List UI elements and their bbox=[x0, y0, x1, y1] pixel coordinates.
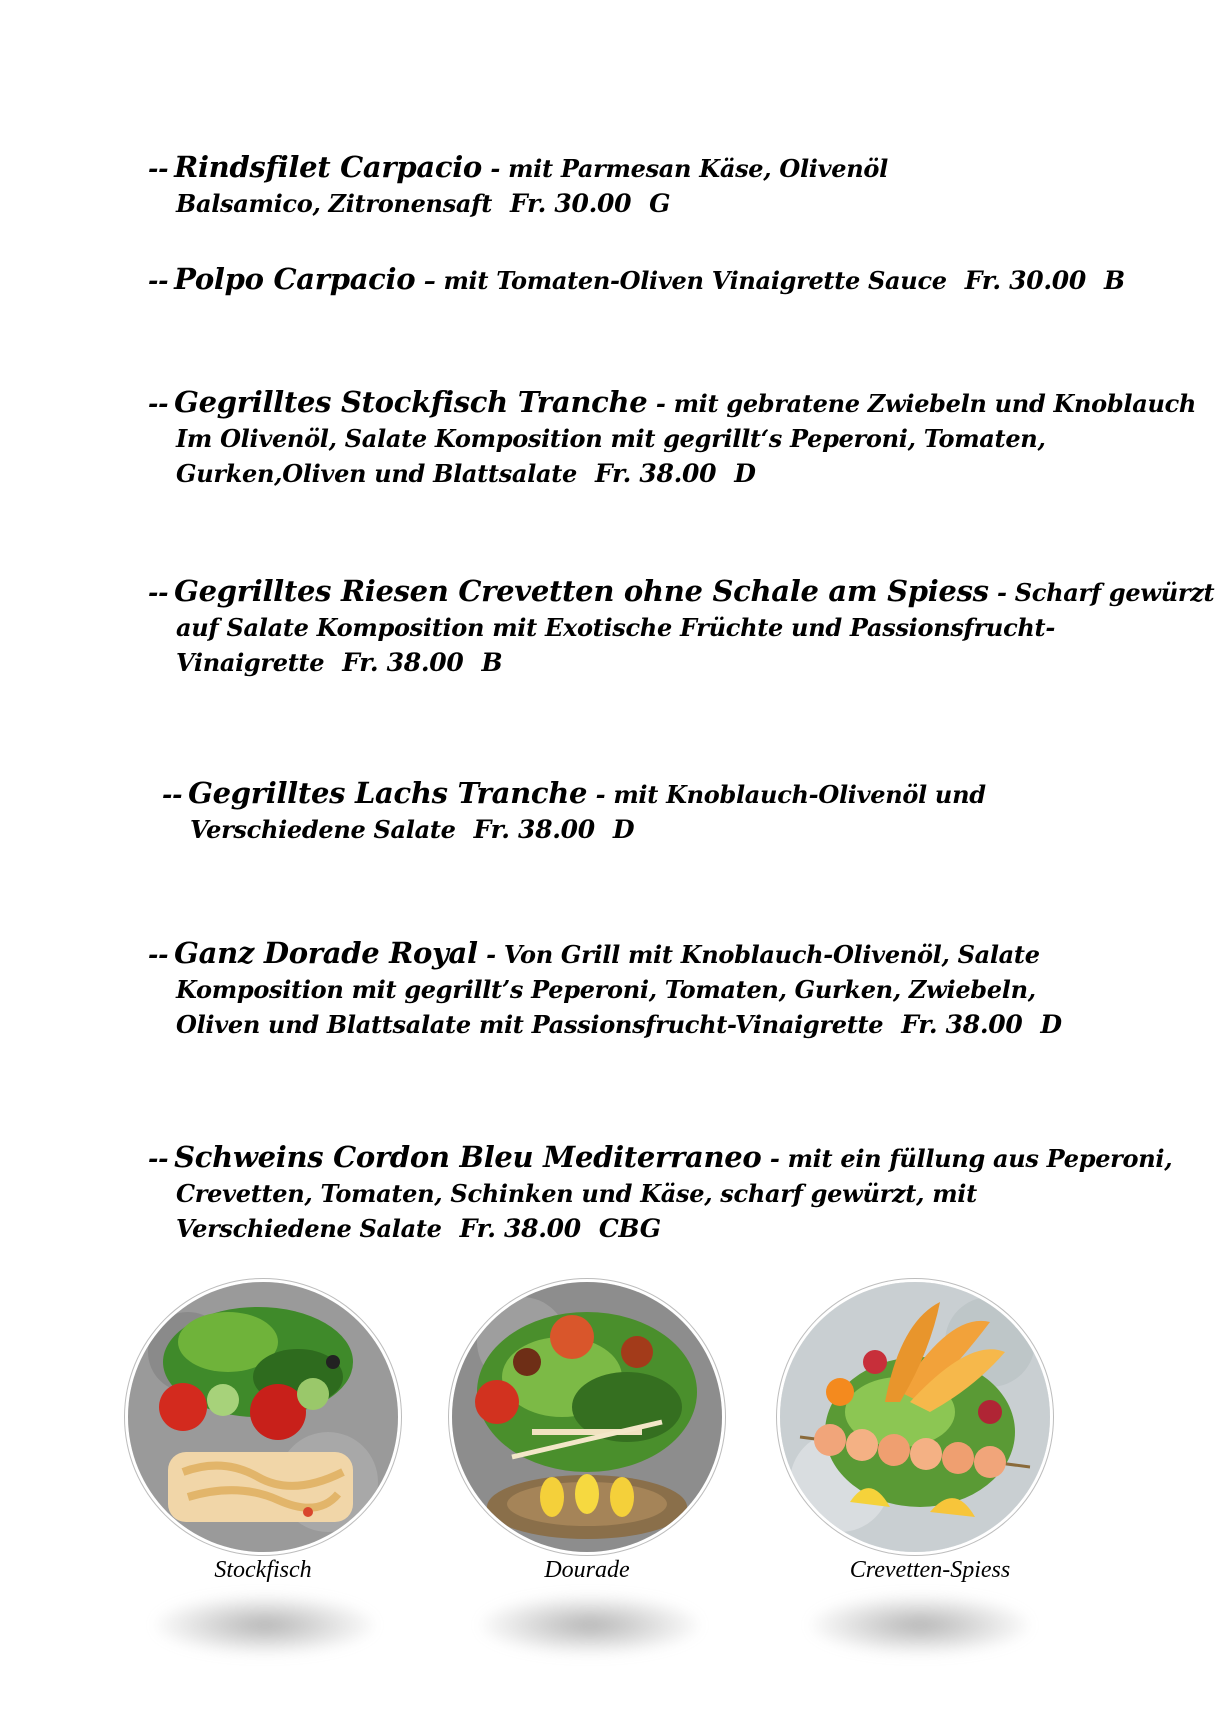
menu-item-rindsfilet bbox=[148, 150, 888, 221]
item-description: - Scharf gewürzt bbox=[997, 578, 1215, 607]
dish-photo-crevetten-spiess bbox=[780, 1282, 1050, 1552]
item-allergen-code: B bbox=[1103, 266, 1125, 295]
item-dash: -- bbox=[148, 578, 169, 607]
item-description: Verschiedene Salate bbox=[176, 1214, 442, 1243]
item-description: - mit Knoblauch-Olivenöl und bbox=[595, 780, 986, 809]
photo-shadow bbox=[155, 1595, 375, 1655]
menu-item-crevetten bbox=[148, 574, 1214, 680]
item-dash: -- bbox=[148, 940, 169, 969]
item-description: Im Olivenöl, Salate Komposition mit gegrillt‘s Peperoni, Tomaten, bbox=[176, 424, 1046, 453]
item-dash: -- bbox=[148, 389, 169, 418]
item-name: Ganz Dorade Royal bbox=[174, 936, 478, 970]
item-allergen-code: D bbox=[612, 815, 635, 844]
item-name: Schweins Cordon Bleu Mediterraneo bbox=[174, 1140, 762, 1174]
item-price: Fr. 38.00 bbox=[901, 1010, 1023, 1039]
menu-item-stockfisch bbox=[148, 385, 1196, 491]
item-description: Oliven und Blattsalate mit Passionsfrucht-Vinaigrette bbox=[176, 1010, 884, 1039]
item-name: Gegrilltes Stockfisch Tranche bbox=[174, 385, 648, 419]
photo-shadow bbox=[810, 1595, 1030, 1655]
item-price: Fr. 30.00 bbox=[509, 189, 632, 218]
photo-caption: Dourade bbox=[544, 1557, 630, 1583]
item-description: auf Salate Komposition mit Exotische Früchte und Passionsfrucht- bbox=[176, 613, 1055, 642]
item-name: Gegrilltes Riesen Crevetten ohne Schale am Spiess bbox=[174, 574, 989, 608]
item-price: Fr. 30.00 bbox=[964, 266, 1086, 295]
item-description: - mit ein füllung aus Peperoni, bbox=[769, 1144, 1173, 1173]
item-name: Gegrilltes Lachs Tranche bbox=[188, 776, 588, 810]
item-price: Fr. 38.00 bbox=[595, 459, 717, 488]
menu-item-polpo bbox=[148, 262, 1125, 298]
menu-item-dorade bbox=[148, 936, 1062, 1042]
item-description: Vinaigrette bbox=[176, 648, 325, 677]
item-description: - mit gebratene Zwiebeln und Knoblauch bbox=[655, 389, 1197, 418]
photo-shadow bbox=[480, 1595, 700, 1655]
item-name: Rindsfilet Carpacio bbox=[174, 150, 482, 184]
item-description: - Von Grill mit Knoblauch-Olivenöl, Salate bbox=[486, 940, 1040, 969]
dish-photo-dourade bbox=[452, 1282, 722, 1552]
item-dash: -- bbox=[148, 154, 169, 183]
stockfisch-illustration bbox=[128, 1282, 398, 1552]
item-description: Gurken,Oliven und Blattsalate bbox=[176, 459, 577, 488]
dish-photo-stockfisch bbox=[128, 1282, 398, 1552]
item-description: Balsamico, Zitronensaft bbox=[176, 189, 492, 218]
item-dash: -- bbox=[162, 780, 183, 809]
item-description: – mit Tomaten-Oliven Vinaigrette Sauce bbox=[423, 266, 947, 295]
item-price: Fr. 38.00 bbox=[473, 815, 595, 844]
item-allergen-code: B bbox=[481, 648, 503, 677]
photo-caption: Stockfisch bbox=[214, 1557, 312, 1583]
menu-item-lachs bbox=[162, 776, 986, 847]
item-description: Crevetten, Tomaten, Schinken und Käse, scharf gewürzt, mit bbox=[176, 1179, 977, 1208]
item-allergen-code: G bbox=[649, 189, 671, 218]
photo-caption: Crevetten-Spiess bbox=[849, 1557, 1011, 1583]
item-price: Fr. 38.00 bbox=[459, 1214, 581, 1243]
item-allergen-code: D bbox=[734, 459, 756, 488]
item-description: Verschiedene Salate bbox=[190, 815, 456, 844]
item-dash: -- bbox=[148, 266, 169, 295]
item-price: Fr. 38.00 bbox=[342, 648, 464, 677]
item-allergen-code: CBG bbox=[598, 1214, 661, 1243]
item-name: Polpo Carpacio bbox=[174, 262, 416, 296]
item-allergen-code: D bbox=[1040, 1010, 1062, 1039]
crevetten-spiess-illustration bbox=[780, 1282, 1050, 1552]
dourade-illustration bbox=[452, 1282, 722, 1552]
item-description: - mit Parmesan Käse, Olivenöl bbox=[490, 154, 888, 183]
menu-item-cordon-bleu bbox=[148, 1140, 1172, 1246]
item-dash: -- bbox=[148, 1144, 169, 1173]
item-description: Komposition mit gegrillt’s Peperoni, Tomaten, Gurken, Zwiebeln, bbox=[176, 975, 1036, 1004]
